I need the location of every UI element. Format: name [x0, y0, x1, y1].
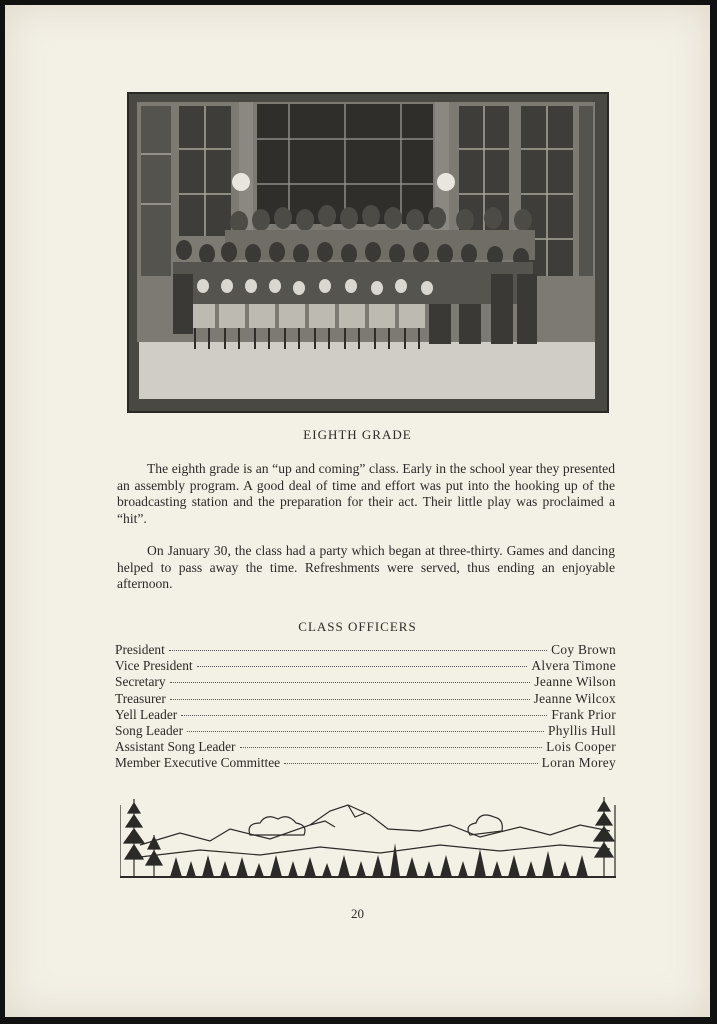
paragraph-party: On January 30, the class had a party which began at three-thirty. Games and dancing helped to pass away the time. Refreshments were served, thus ending an enjoyable afternoon. [117, 543, 615, 591]
officer-row [115, 642, 616, 658]
officer-row [115, 707, 616, 723]
dot-leader [240, 747, 543, 748]
officer-row [115, 658, 616, 674]
class-photo [127, 92, 609, 413]
page-number: 20 [351, 906, 364, 921]
officer-role: Treasurer [115, 690, 166, 706]
dot-leader [197, 666, 528, 667]
officer-name: Phyllis Hull [548, 722, 616, 738]
yearbook-page [5, 5, 710, 1017]
section-title: EIGHTH GRADE [303, 427, 412, 442]
dot-leader [187, 731, 544, 732]
officer-role: Assistant Song Leader [115, 739, 236, 755]
officer-role: Vice President [115, 658, 193, 674]
officer-name: Jeanne Wilson [534, 674, 616, 690]
dot-leader [181, 715, 547, 716]
dot-leader [284, 763, 538, 764]
officer-name: Alvera Timone [531, 658, 616, 674]
officer-role: President [115, 642, 165, 657]
dot-leader [170, 682, 531, 683]
officer-row [115, 674, 616, 690]
officer-name: Jeanne Wilcox [533, 690, 616, 706]
officers-list [115, 642, 616, 772]
officer-role: Member Executive Committee [115, 755, 281, 771]
dot-leader [170, 699, 530, 700]
mountain-landscape-illustration [120, 795, 616, 879]
officer-name: Coy Brown [551, 642, 616, 657]
dot-leader [169, 650, 547, 651]
officer-role: Song Leader [115, 722, 184, 738]
officer-row [115, 723, 616, 739]
officer-role: Secretary [115, 674, 166, 690]
officer-role: Yell Leader [115, 706, 178, 722]
paragraph-intro: The eighth grade is an “up and coming” class. Early in the school year they presented an assembly program. A good deal of time and effort was put into the hooking up of the broadcasting station and the preparation for their act. Their little play was proclaimed a “hit”. [117, 461, 615, 526]
officer-name: Frank Prior [551, 706, 616, 722]
officer-row [115, 691, 616, 707]
officer-row [115, 739, 616, 755]
officers-title: CLASS OFFICERS [298, 619, 417, 634]
officer-name: Loran Morey [541, 755, 616, 771]
officer-row [115, 755, 616, 771]
officer-name: Lois Cooper [546, 739, 616, 755]
